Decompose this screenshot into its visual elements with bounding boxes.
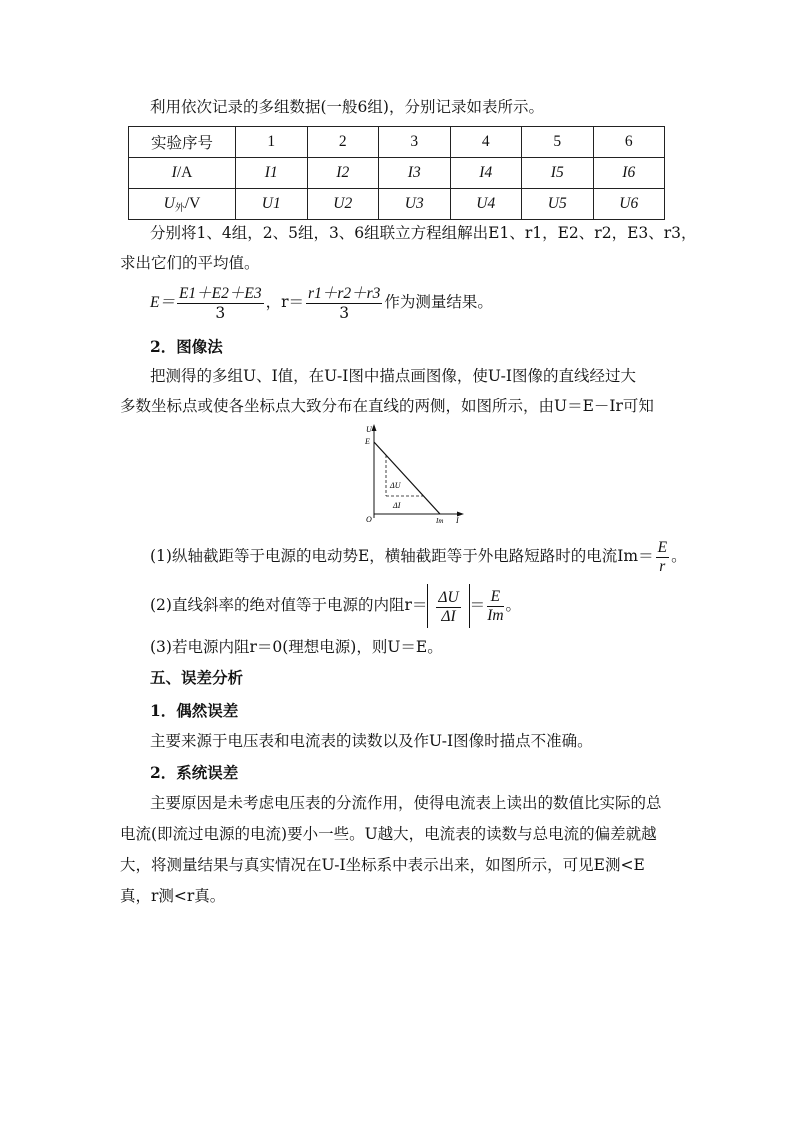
table-cell: I6 [593, 158, 665, 189]
table-header-cell: 实验序号 [129, 127, 236, 158]
system-error-text-4: 真，r测<r真。 [120, 887, 226, 905]
sub-title-random-error: 1．偶然误差 [150, 701, 239, 720]
table-cell: 3 [379, 127, 451, 158]
u-axis-label: U [366, 425, 372, 434]
table-cell: 2 [307, 127, 379, 158]
table-cell: 1 [236, 127, 308, 158]
graph-text-2: 多数坐标点或使各坐标点大致分布在直线的两侧，如图所示，由U＝E－Ir可知 [120, 397, 654, 415]
ui-graph-diagram [360, 422, 470, 526]
delta-i-label: ΔI [393, 501, 401, 510]
table-cell: U1 [236, 189, 308, 220]
delta-u-label: ΔU [390, 481, 401, 490]
system-error-text-3: 大，将测量结果与真实情况在U-I坐标系中表示出来，如图所示，可见E测<E [120, 856, 645, 874]
table-cell: I3 [379, 158, 451, 189]
system-error-text-1: 主要原因是未考虑电压表的分流作用，使得电流表上读出的数值比实际的总 [150, 794, 662, 812]
table-cell: U4 [450, 189, 522, 220]
table-cell: 4 [450, 127, 522, 158]
table-row [129, 127, 665, 158]
table-cell: U3 [379, 189, 451, 220]
item-1: (1)纵轴截距等于电源的电动势E，横轴截距等于外电路短路时的电流Im＝ $\frac{E}{r}$ 。 [150, 538, 687, 575]
table-cell: 6 [593, 127, 665, 158]
system-error-text-2: 电流(即流过电源的电流)要小一些。U越大，电流表的读数与总电流的偏差就越 [120, 825, 657, 843]
table-cell: U6 [593, 189, 665, 220]
item-3: (3)若电源内阻r＝0(理想电源)，则U＝E。 [150, 638, 443, 656]
table-row [129, 189, 665, 220]
random-error-text: 主要来源于电压表和电流表的读数以及作U-I图像时描点不准确。 [150, 732, 593, 750]
table-header-cell: $U_外/V$ [129, 189, 236, 220]
i-axis-label: I [456, 516, 459, 525]
solve-text-1: 分别将1、4组，2、5组，3、6组联立方程组解出E1、r1，E2、r2，E3、r3， [150, 224, 697, 242]
table-cell: U2 [307, 189, 379, 220]
average-formula: E＝ $\frac{E1+E2+E3}{3}$ ，r＝ $\frac{r1+r2+r3}{3}$ 作为测量结果。 [150, 284, 493, 322]
table-row [129, 158, 665, 189]
solve-text-2: 求出它们的平均值。 [120, 254, 260, 272]
table-cell: I5 [522, 158, 594, 189]
e-label: E [365, 437, 370, 446]
table-cell: I4 [450, 158, 522, 189]
table-cell: U5 [522, 189, 594, 220]
data-table [128, 126, 665, 220]
im-label: Im [436, 517, 444, 525]
u-axis-arrow [372, 424, 377, 431]
section-title-error: 五、误差分析 [150, 668, 244, 687]
table-cell: I1 [236, 158, 308, 189]
table-header-cell: I/A [129, 158, 236, 189]
table-cell: I2 [307, 158, 379, 189]
item-2: (2)直线斜率的绝对值等于电源的内阻r＝ $\frac{\Delta U}{\Delta I}$ ＝ $\frac{E}{Im}$ 。 [150, 583, 521, 628]
origin-label: O [366, 515, 372, 524]
sub-title-system-error: 2．系统误差 [150, 763, 239, 782]
table-cell: 5 [522, 127, 594, 158]
graph-text-1: 把测得的多组U、I值，在U-I图中描点画图像，使U-I图像的直线经过大 [150, 367, 636, 385]
section-title-graph: 2．图像法 [150, 337, 223, 356]
intro-text: 利用依次记录的多组数据(一般6组)，分别记录如表所示。 [150, 98, 544, 116]
fit-line [374, 442, 440, 514]
